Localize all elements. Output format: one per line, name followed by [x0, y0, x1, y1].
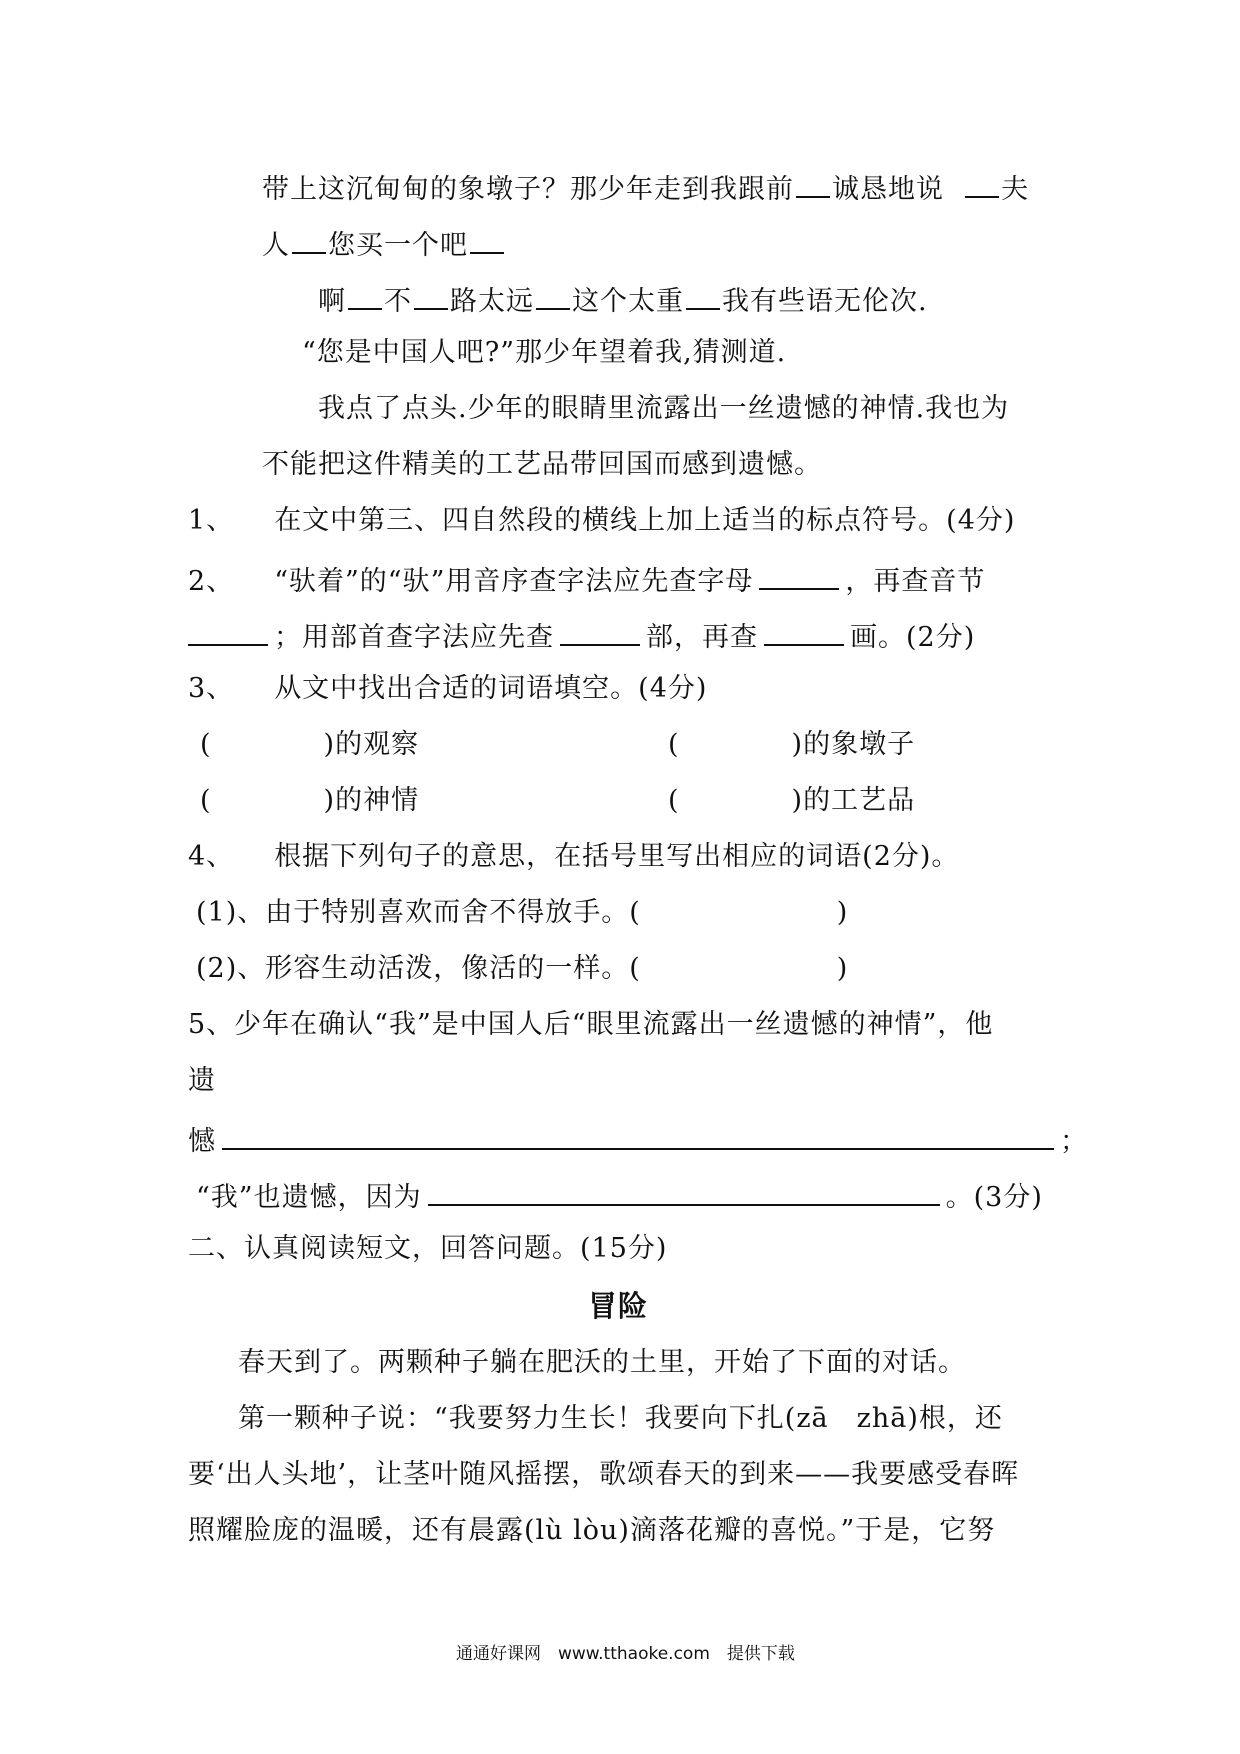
answer-blank[interactable]: [560, 616, 640, 646]
punct-blank[interactable]: [796, 168, 830, 198]
q4-item-2[interactable]: (2)、形容生动活泼，像活的一样。( ): [196, 953, 849, 984]
passage-line-3: 啊 不 路太远 这个太重 我有些语无伦次.: [318, 280, 928, 319]
section-2-heading: 二、认真阅读短文，回答问题。(15分): [188, 1233, 668, 1264]
story-paragraph-2-line-2: 要‘出人头地’，让茎叶随风摇摆，歌颂春天的到来——我要感受春晖: [188, 1459, 1020, 1490]
question-2-cont: ；用部首查字法应先查 部，再查 画。(2分): [188, 616, 975, 655]
punct-blank[interactable]: [536, 280, 570, 310]
punct-blank[interactable]: [965, 168, 999, 198]
passage-line-5: 我点了点头.少年的眼睛里流露出一丝遗憾的神情.我也为: [318, 393, 1010, 424]
passage-line-6: 不能把这件精美的工艺品带回国而感到遗憾。: [262, 449, 822, 480]
punct-blank[interactable]: [686, 280, 720, 310]
passage-line-4: “您是中国人吧?”那少年望着我,猜测道.: [302, 337, 787, 368]
question-5-cont: 遗: [188, 1065, 216, 1096]
passage-line-2: 人 您买一个吧: [262, 224, 506, 263]
question-5: 5、少年在确认“我”是中国人后“眼里流露出一丝遗憾的神情”，他: [188, 1009, 994, 1040]
q3-item[interactable]: ( )的观察: [200, 729, 420, 760]
story-paragraph-2-line-3: 照耀脸庞的温暖，还有晨露(lù lòu)滴落花瓣的喜悦。”于是，它努: [188, 1515, 996, 1546]
question-5-answer-1: 憾 ；: [188, 1120, 1088, 1159]
answer-blank[interactable]: [222, 1120, 1054, 1150]
punct-blank[interactable]: [414, 280, 448, 310]
story-paragraph-1: 春天到了。两颗种子躺在肥沃的土里，开始了下面的对话。: [238, 1347, 966, 1378]
q3-item[interactable]: ( )的象墩子: [668, 729, 916, 760]
answer-blank[interactable]: [428, 1176, 940, 1206]
punct-blank[interactable]: [470, 224, 504, 254]
question-5-answer-2: “我”也遗憾，因为 。(3分): [196, 1176, 1043, 1215]
q3-item[interactable]: ( )的工艺品: [668, 785, 916, 816]
question-1: 1、 在文中第三、四自然段的横线上加上适当的标点符号。(4分): [188, 505, 1016, 536]
question-4: 4、 根据下列句子的意思，在括号里写出相应的词语(2分)。: [188, 841, 960, 872]
question-3: 3、 从文中找出合适的词语填空。(4分): [188, 673, 708, 704]
question-2: 2、 “驮着”的“驮”用音序查字法应先查字母 ，再查音节: [188, 560, 985, 599]
answer-blank[interactable]: [764, 616, 844, 646]
answer-blank[interactable]: [188, 616, 268, 646]
q4-item-1[interactable]: (1)、由于特别喜欢而舍不得放手。( ): [196, 897, 849, 928]
footer-text: 通通好课网 www.tthaoke.com 提供下载: [456, 1644, 795, 1664]
passage-line-1: 带上这沉甸甸的象墩子？那少年走到我跟前 诚恳地说 夫: [262, 168, 1029, 207]
story-paragraph-2-line-1: 第一颗种子说：“我要努力生长！我要向下扎(zā zhā)根，还: [238, 1403, 1003, 1434]
punct-blank[interactable]: [348, 280, 382, 310]
answer-blank[interactable]: [759, 560, 839, 590]
story-title: 冒险: [588, 1289, 649, 1323]
punct-blank[interactable]: [292, 224, 326, 254]
q3-item[interactable]: ( )的神情: [200, 785, 420, 816]
